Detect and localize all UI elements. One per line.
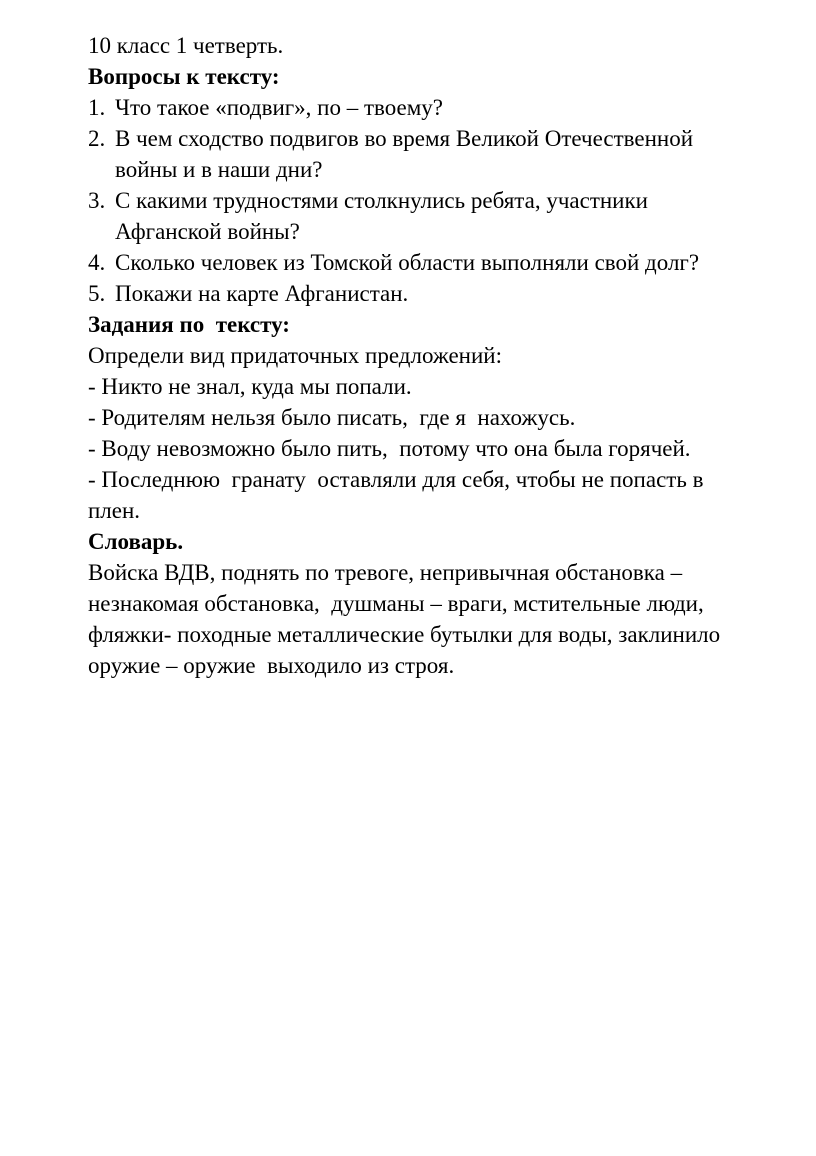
question-text-line: Покажи на карте Афганистан. (115, 281, 409, 306)
question-number: 3. (88, 188, 106, 213)
task-sentence: - Последнюю гранату оставляли для себя, чтобы не попасть в (88, 467, 704, 492)
tasks-intro: Определи вид придаточных предложений: (88, 343, 502, 368)
question-number: 4. (88, 250, 106, 275)
task-sentence: - Воду невозможно было пить, потому что она была горячей. (88, 436, 691, 461)
questions-heading: Вопросы к тексту: (88, 64, 280, 89)
question-text-line: Афганской войны? (115, 219, 300, 244)
tasks-heading: Задания по тексту: (88, 312, 290, 337)
glossary-line: фляжки- походные металлические бутылки для воды, заклинило (88, 622, 721, 647)
question-item-3 (88, 185, 804, 247)
task-sentence: плен. (88, 498, 141, 523)
task-sentence: - Родителям нельзя было писать, где я нахожусь. (88, 405, 576, 430)
task-sentence: - Никто не знал, куда мы попали. (88, 374, 412, 399)
glossary-line: незнакомая обстановка, душманы – враги, мстительные люди, (88, 591, 704, 616)
question-item-5 (88, 278, 804, 309)
question-text-line: С какими трудностями столкнулись ребята, участники (115, 188, 648, 213)
question-text-line: Сколько человек из Томской области выполняли свой долг? (115, 250, 700, 275)
question-text-line: В чем сходство подвигов во время Великой Отечественной (115, 126, 694, 151)
glossary-line: оружие – оружие выходило из строя. (88, 653, 455, 678)
question-item-4 (88, 247, 804, 278)
grade-line: 10 класс 1 четверть. (88, 33, 284, 58)
glossary-line: Войска ВДВ, поднять по тревоге, непривычная обстановка – (88, 560, 683, 585)
question-item-1 (88, 92, 804, 123)
glossary-heading: Словарь. (88, 529, 184, 554)
question-number: 1. (88, 95, 106, 120)
question-number: 2. (88, 126, 106, 151)
question-item-2 (88, 123, 804, 185)
document-page (88, 30, 804, 681)
question-number: 5. (88, 281, 106, 306)
question-text-line: Что такое «подвиг», по – твоему? (115, 95, 443, 120)
questions-list (88, 92, 804, 309)
question-text-line: войны и в наши дни? (115, 157, 323, 182)
